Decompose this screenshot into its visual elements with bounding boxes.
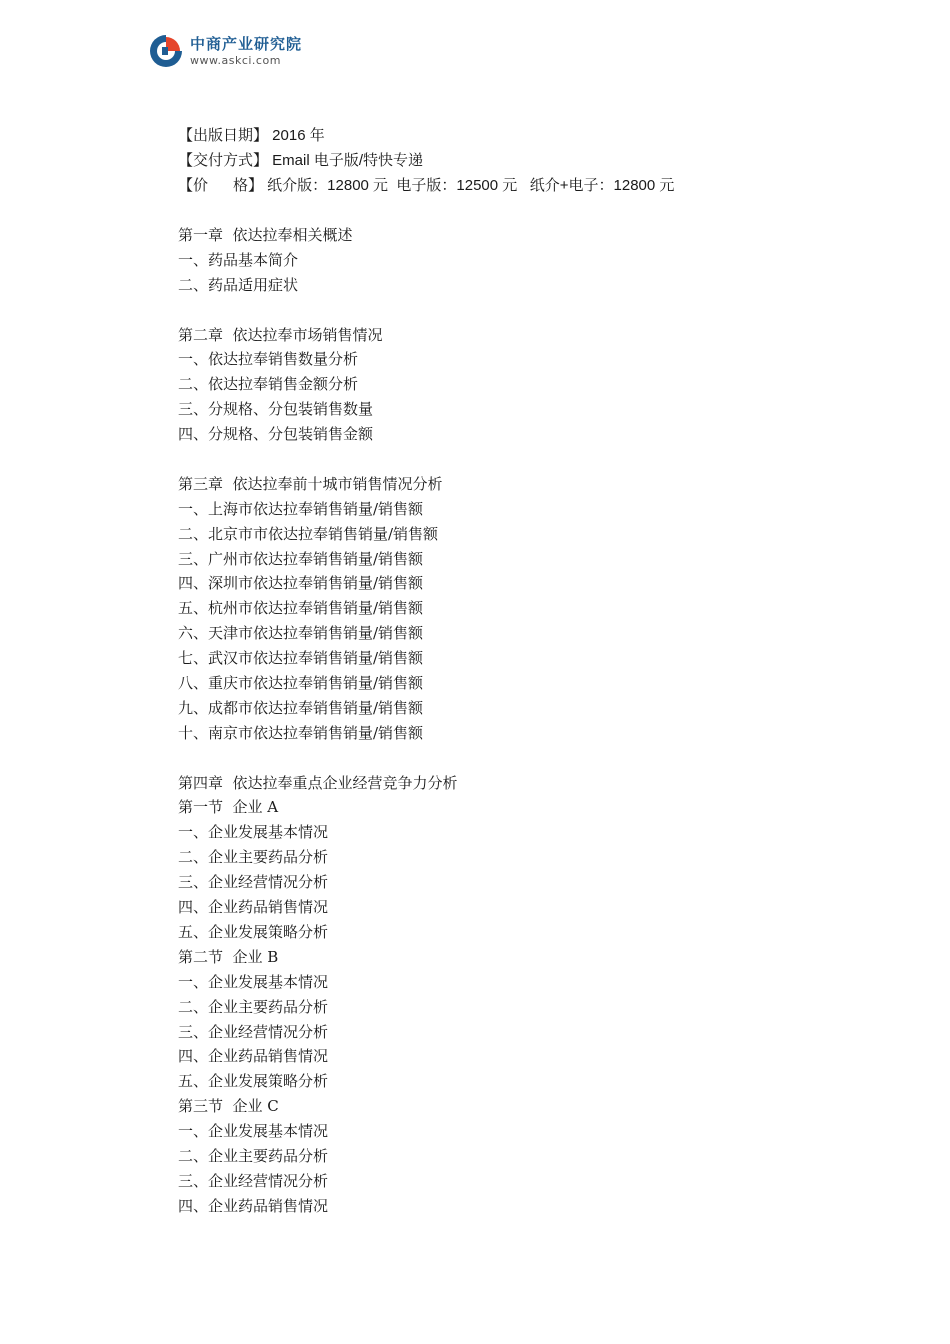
- toc-line: 一、依达拉奉销售数量分析: [178, 350, 359, 369]
- toc-line: 四、企业药品销售情况: [178, 898, 329, 917]
- toc-line: 一、企业发展基本情况: [178, 1122, 329, 1141]
- table-of-contents: [178, 223, 458, 1219]
- toc-line: 第三节 企业 C: [178, 1097, 279, 1116]
- toc-line: 九、成都市依达拉奉销售销量/销售额: [178, 698, 424, 717]
- toc-line: 一、企业发展基本情况: [178, 823, 329, 842]
- toc-line: 三、企业经营情况分析: [178, 873, 329, 892]
- toc-line: 二、北京市市依达拉奉销售销量/销售额: [178, 524, 439, 543]
- toc-line: 五、杭州市依达拉奉销售销量/销售额: [178, 599, 424, 618]
- logo-text: [190, 34, 303, 67]
- toc-line: [178, 746, 458, 771]
- toc-line: 十、南京市依达拉奉销售销量/销售额: [178, 723, 424, 742]
- toc-line: 二、药品适用症状: [178, 275, 299, 294]
- toc-line: 四、分规格、分包装销售金额: [178, 425, 374, 444]
- toc-line: 三、广州市依达拉奉销售销量/销售额: [178, 549, 424, 568]
- toc-line: 二、企业主要药品分析: [178, 997, 329, 1016]
- toc-line: 第三章 依达拉奉前十城市销售情况分析: [178, 474, 443, 493]
- toc-line: [178, 447, 458, 472]
- toc-line: 七、武汉市依达拉奉销售销量/销售额: [178, 649, 424, 668]
- toc-line: 三、企业经营情况分析: [178, 1171, 329, 1190]
- toc-line: [178, 298, 458, 323]
- price-info: 【价 格】 纸介版：12800 元 电子版：12500 元 纸介+电子：12800 元: [178, 177, 675, 194]
- publication-info: [178, 123, 674, 198]
- toc-line: 八、重庆市依达拉奉销售销量/销售额: [178, 674, 424, 693]
- publish-date: 【出版日期】 2016 年: [178, 127, 325, 144]
- toc-line: 五、企业发展策略分析: [178, 922, 329, 941]
- toc-line: 三、分规格、分包装销售数量: [178, 400, 374, 419]
- logo-url: www.askci.com: [190, 53, 281, 67]
- toc-line: 一、上海市依达拉奉销售销量/销售额: [178, 499, 424, 518]
- toc-line: 四、深圳市依达拉奉销售销量/销售额: [178, 574, 424, 593]
- toc-line: 第一节 企业 A: [178, 798, 279, 817]
- delivery-method: 【交付方式】 Email 电子版/特快专递: [178, 152, 424, 169]
- askci-logo-icon: [148, 33, 184, 69]
- toc-line: 一、企业发展基本情况: [178, 972, 329, 991]
- logo-chinese-name: 中商产业研究院: [190, 34, 303, 53]
- toc-line: 第二节 企业 B: [178, 947, 279, 966]
- toc-line: 五、企业发展策略分析: [178, 1072, 329, 1091]
- toc-line: 三、企业经营情况分析: [178, 1022, 329, 1041]
- toc-line: 二、依达拉奉销售金额分析: [178, 375, 359, 394]
- toc-line: 第二章 依达拉奉市场销售情况: [178, 325, 383, 344]
- toc-line: 一、药品基本简介: [178, 250, 299, 269]
- toc-line: 四、企业药品销售情况: [178, 1047, 329, 1066]
- header-logo: [148, 33, 302, 69]
- toc-line: 四、企业药品销售情况: [178, 1196, 329, 1215]
- toc-line: 六、天津市依达拉奉销售销量/销售额: [178, 624, 424, 643]
- toc-line: 第一章 依达拉奉相关概述: [178, 226, 353, 244]
- toc-line: 第四章 依达拉奉重点企业经营竞争力分析: [178, 773, 458, 792]
- toc-line: 二、企业主要药品分析: [178, 848, 329, 867]
- toc-line: 二、企业主要药品分析: [178, 1146, 329, 1165]
